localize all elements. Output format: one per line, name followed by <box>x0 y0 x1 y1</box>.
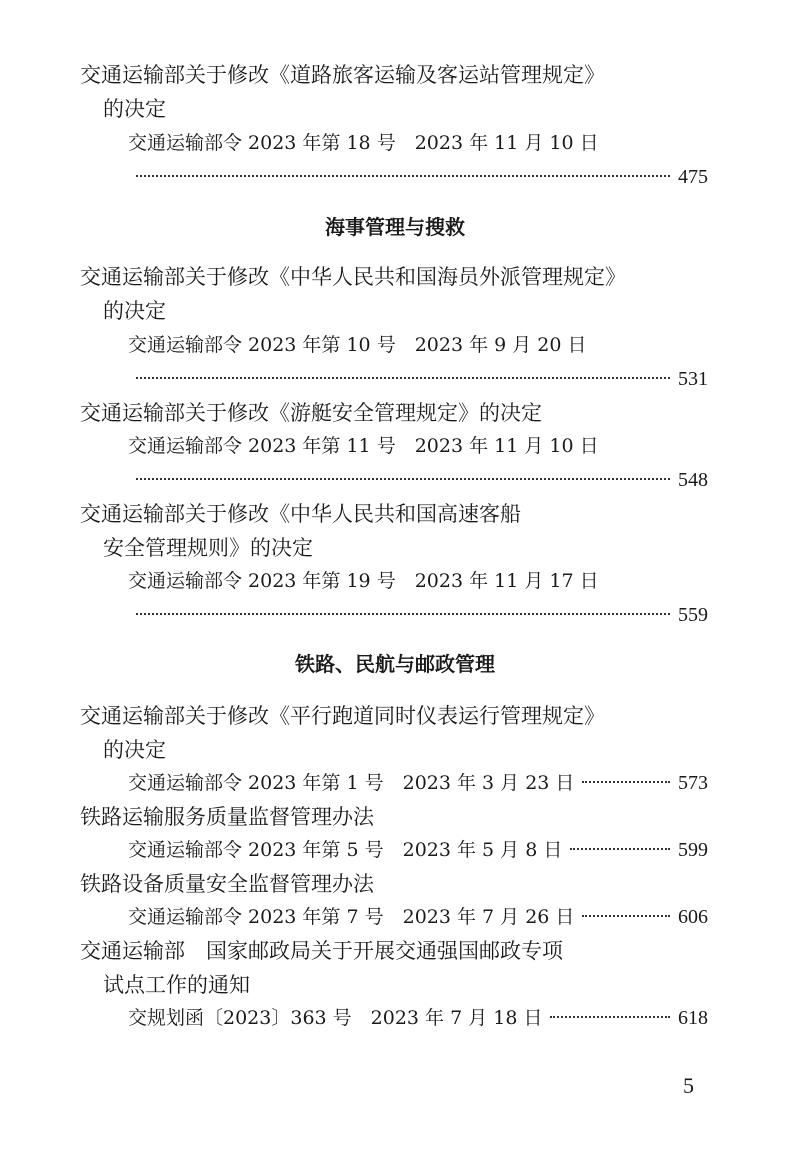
entry-title: 交通运输部关于修改《中华人民共和国海员外派管理规定》 <box>80 265 626 289</box>
entry-meta: 交规划函〔2023〕363 号 2023 年 7 月 18 日 <box>128 1007 543 1029</box>
page-number: 573 <box>678 772 708 794</box>
leader-row <box>128 603 708 627</box>
leader-row <box>128 367 708 391</box>
entry-meta-row <box>128 1006 708 1030</box>
entry-title: 铁路设备质量安全监督管理办法 <box>80 872 374 896</box>
section-heading: 铁路、民航与邮政管理 <box>295 652 495 676</box>
entry-title: 交通运输部关于修改《道路旅客运输及客运站管理规定》 <box>80 63 605 87</box>
page-number: 531 <box>678 368 708 390</box>
page-number: 548 <box>678 469 708 491</box>
dot-leader <box>136 612 670 615</box>
page-number: 618 <box>678 1007 708 1029</box>
entry-meta: 交通运输部令 2023 年第 10 号 2023 年 9 月 20 日 <box>128 334 587 356</box>
entry-meta: 交通运输部令 2023 年第 11 号 2023 年 11 月 10 日 <box>128 435 599 457</box>
dot-leader <box>582 780 670 783</box>
page-number: 599 <box>678 839 708 861</box>
entry-title-cont: 试点工作的通知 <box>103 973 250 997</box>
entry-title: 交通运输部 国家邮政局关于开展交通强国邮政专项 <box>80 939 563 963</box>
entry-meta: 交通运输部令 2023 年第 1 号 2023 年 3 月 23 日 <box>128 772 575 794</box>
entry-meta-row <box>128 838 708 862</box>
entry-title-cont: 的决定 <box>103 738 166 762</box>
dot-leader <box>582 914 670 917</box>
entry-meta: 交通运输部令 2023 年第 19 号 2023 年 11 月 17 日 <box>128 570 599 592</box>
dot-leader <box>570 847 670 850</box>
entry-title: 交通运输部关于修改《游艇安全管理规定》的决定 <box>80 401 542 425</box>
entry-title: 交通运输部关于修改《平行跑道同时仪表运行管理规定》 <box>80 704 605 728</box>
entry-title-cont: 安全管理规则》的决定 <box>103 536 313 560</box>
entry-title: 交通运输部关于修改《中华人民共和国高速客船 <box>80 502 521 526</box>
entry-meta-row <box>128 905 708 929</box>
leader-row <box>128 468 708 492</box>
entry-meta: 交通运输部令 2023 年第 5 号 2023 年 5 月 8 日 <box>128 839 563 861</box>
dot-leader <box>136 376 670 379</box>
entry-title-cont: 的决定 <box>103 299 166 323</box>
section-heading: 海事管理与搜救 <box>325 215 465 239</box>
page-folio: 5 <box>683 1073 694 1098</box>
dot-leader <box>136 174 670 177</box>
page-number: 606 <box>678 906 708 928</box>
dot-leader <box>136 477 670 480</box>
entry-meta-row <box>128 771 708 795</box>
page-number: 559 <box>678 604 708 626</box>
entry-meta: 交通运输部令 2023 年第 18 号 2023 年 11 月 10 日 <box>128 132 599 154</box>
entry-title: 铁路运输服务质量监督管理办法 <box>80 805 374 829</box>
dot-leader <box>550 1015 670 1018</box>
entry-title-cont: 的决定 <box>103 97 166 121</box>
leader-row <box>128 165 708 189</box>
entry-meta: 交通运输部令 2023 年第 7 号 2023 年 7 月 26 日 <box>128 906 575 928</box>
page-number: 475 <box>678 166 708 188</box>
